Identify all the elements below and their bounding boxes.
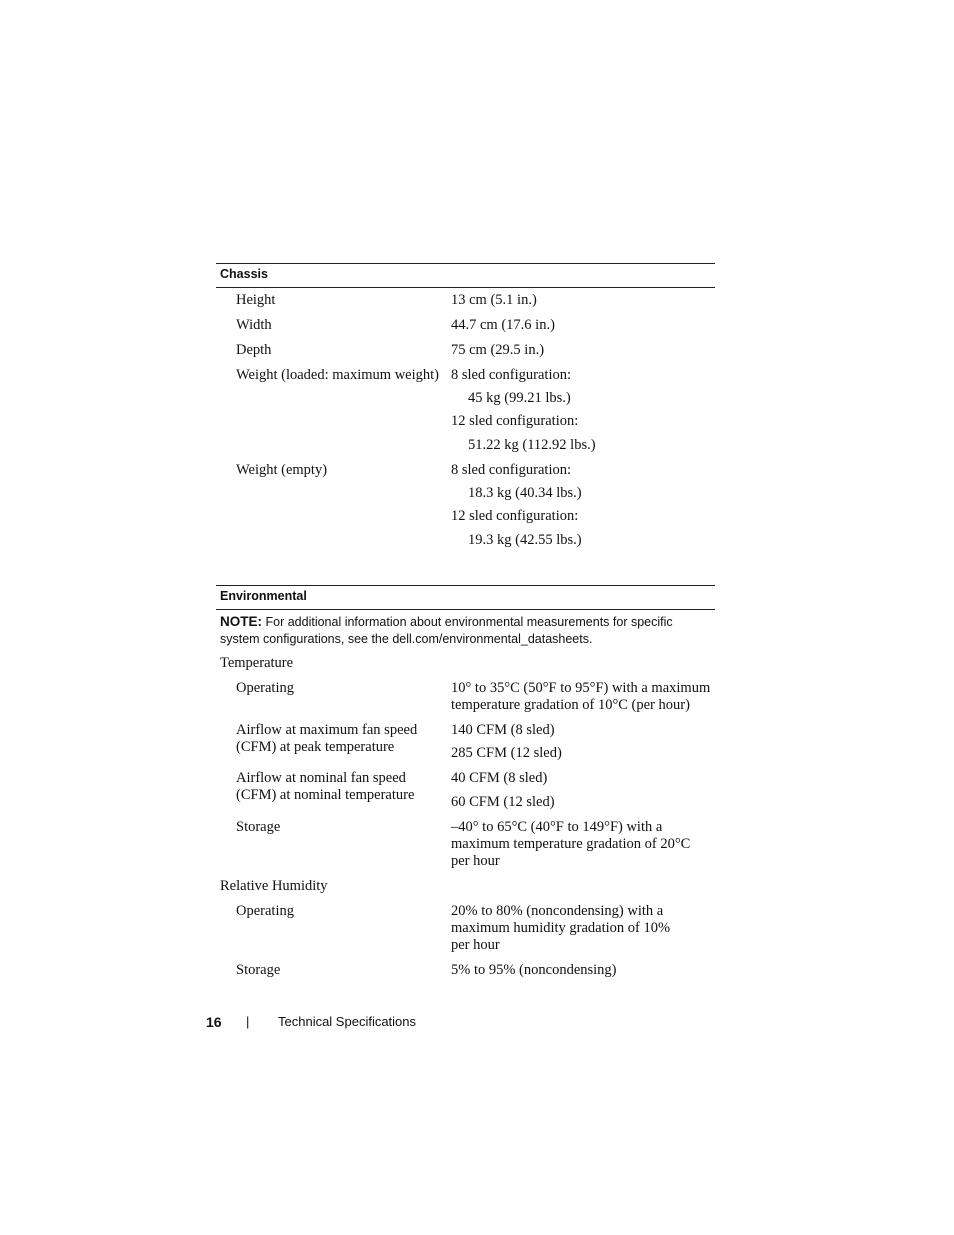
spec-label: Airflow at maximum fan speed (CFM) at peak temperature [236,722,418,755]
spec-label: Weight (loaded: maximum weight) [236,367,439,383]
note-suffix: . [588,632,593,646]
spec-value: –40° to 65°C (40°F to 149°F) with a maximum temperature gradation of 20°C per hour [451,819,691,869]
chassis-heading: Chassis [216,264,715,288]
spec-value-group [451,722,715,762]
spec-value-8: 140 CFM (8 sled) [451,722,555,738]
group-label-humidity: Relative Humidity [220,878,328,894]
spec-config-12: 12 sled configuration: [451,413,579,429]
group-label-temperature: Temperature [220,655,294,671]
spec-value-group [451,367,715,454]
spec-label: Operating [236,680,294,696]
spec-config-8: 8 sled configuration: [451,462,572,478]
chassis-section [216,263,715,564]
spec-value-group [451,770,715,811]
spec-value: 5% to 95% (noncondensing) [451,962,617,978]
footer-separator: | [246,1014,250,1029]
spec-value-12: 285 CFM (12 sled) [451,745,562,761]
environmental-section [216,585,715,986]
spec-label: Storage [236,819,281,835]
environmental-heading: Environmental [216,586,715,610]
footer-title: Technical Specifications [278,1014,417,1029]
spec-value: 20% to 80% (noncondensing) with a maximum humidity gradation of 10% per hour [451,903,671,953]
spec-label: Width [236,317,272,333]
spec-value: 13 cm (5.1 in.) [451,292,537,308]
spec-config-8: 8 sled configuration: [451,367,572,383]
spec-label: Operating [236,903,294,919]
spec-value: 44.7 cm (17.6 in.) [451,317,555,333]
note-text: For additional information about environmental measurements for specific system configurations, see the [220,615,673,646]
spec-value: 10° to 35°C (50°F to 95°F) with a maximum temperature gradation of 10°C (per hour) [451,680,711,713]
spec-value-8: 18.3 kg (40.34 lbs.) [468,485,582,501]
spec-value-12: 51.22 kg (112.92 lbs.) [468,437,596,453]
note-link: dell.com/environmental_datasheets [392,632,589,646]
spec-value-8: 40 CFM (8 sled) [451,770,548,786]
spec-value-12: 60 CFM (12 sled) [451,794,555,810]
spec-label: Airflow at nominal fan speed (CFM) at nominal temperature [236,770,415,803]
spec-label: Height [236,292,276,308]
spec-value: 75 cm (29.5 in.) [451,342,545,358]
note-prefix: NOTE: [220,614,262,629]
spec-label: Weight (empty) [236,462,328,478]
spec-label: Depth [236,342,272,358]
note-block [220,613,715,648]
spec-label: Storage [236,962,281,978]
page-number: 16 [206,1014,222,1030]
spec-value-8: 45 kg (99.21 lbs.) [468,390,571,406]
spec-value-12: 19.3 kg (42.55 lbs.) [468,532,582,548]
spec-config-12: 12 sled configuration: [451,508,579,524]
spec-value-group [451,462,715,549]
